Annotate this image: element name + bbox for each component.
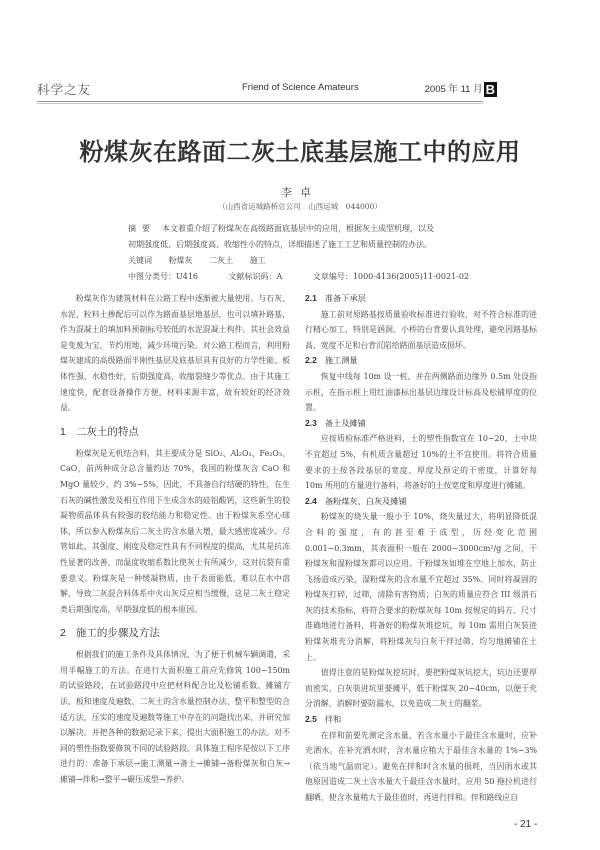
subsection-title: 备粉煤灰、白灰及摊铺 (324, 495, 407, 506)
journal-name-cn: 科学之友 (37, 82, 92, 97)
subsection-heading-2-5 (305, 712, 537, 728)
clc-number: 中图分类号：U416 (128, 272, 199, 281)
left-column (60, 291, 290, 788)
page-number: - 21 - (514, 819, 538, 830)
abstract-line-1 (128, 221, 493, 237)
keyword: 粉煤灰 (168, 256, 193, 265)
classification-line (128, 269, 493, 285)
issue-year: 2005 (424, 84, 446, 95)
keywords-label: 关键词 (128, 256, 152, 265)
subsection-title: 备土及摊铺 (324, 417, 366, 428)
issue-date (425, 81, 497, 97)
section-title: 施工的步骤及方法 (75, 627, 160, 640)
section-heading-1 (60, 424, 290, 440)
abstract-text-1: 本文着重介绍了粉煤灰在高级路面底基层中的应用，根据灰土成型机理，以及 (162, 224, 434, 233)
subsection-number: 2.4 (305, 495, 317, 506)
subsection-title: 准备下承层 (324, 293, 366, 303)
subsection-2-1-paragraph: 施工前对原路基按质量验收标准进行验收，对不符合标准的进行精心加工，特别是涵洞、小桥的台背要认真处理，避免因路基标高、宽度不足和台背沉陷给路面基层造成损坏。 (305, 309, 537, 350)
abstract-block (128, 221, 493, 285)
subsection-number: 2.3 (305, 417, 317, 428)
subsection-heading-2-3 (305, 416, 537, 432)
issue-year-unit: 年 (448, 84, 458, 95)
subsection-title: 拌和 (324, 714, 342, 725)
author-affiliation: （山西省运城路桥总公司 山西运城 044000） (218, 202, 382, 211)
keyword: 二灰土 (209, 256, 234, 265)
section-number: 2 (60, 627, 66, 640)
document-code: 文献标识码：A (228, 272, 283, 281)
subsection-heading-2-4 (305, 494, 537, 510)
header-divider (37, 101, 483, 104)
journal-name-en: Friend of Science Amateurs (242, 82, 359, 93)
issue-month: 11 (460, 84, 471, 95)
subsection-title: 施工测量 (324, 355, 358, 366)
article-number: 文章编号：1000-4136(2005)11-0021-02 (312, 272, 470, 281)
subsection-number: 2.2 (305, 355, 317, 366)
edition-badge: B (485, 82, 495, 97)
subsection-2-2-paragraph: 恢复中线每 10m 设一桩，并在两侧路面边缘外 0.5m 处设指示桩，在指示桩上用红油漆标出基层边缘设计标高及松铺厚度的位置。 (305, 371, 537, 413)
subsection-heading-2-2 (305, 353, 537, 369)
section-heading-2 (60, 625, 290, 641)
subsection-number: 2.5 (305, 714, 317, 725)
subsection-2-5-paragraph: 在拌和前要先测定含水量，若含水量小于最佳含水量时，应补充洒水。在补充洒水时，含水量应稍大于最佳含水量的 1%~3%（依当地气温而定）。避免在拌和时含水量的损耗，当因雨水或其他原因造成二灰土含水量大于最佳含水量时，应用 50 拖拉机进行翻晒，使含水量稍大于最佳值时，再进行拌和。拌和路线应自 (305, 730, 537, 802)
section-1-paragraph: 粉煤灰是无机结合料，其主要成分是 SiO₂、Al₂O₃、Fe₂O₃、CaO，前两种成分总含量约达 70%，我国的粉煤灰含 CaO 和 MgO 量较少，约 3%~5%，因此，不具备自行结硬的特性，在生石灰的碱性激发及相互作用下生成含水的硅铝酸钙，这些新生的胶凝物质晶体具有较强的胶结能力和稳定性。由于粉煤灰系空心球体，所以参入粉煤灰后二灰土的含水量大增，最大感密度减少。尽管如此，其强度、刚度及稳定性具有不同程度的提高，尤其是抗冻性显著的改善，而温度收缩系数比使灰土有所减少，这对抗裂有重要意义。粉煤灰是一种缓凝物质，由于表面能低，难以在水中溶解，导致二灰混合料体系中火山灰反应相当缓慢，这是二灰土稳定类后期强度高，早期强度低的根本原因。 (60, 448, 290, 614)
article-title: 粉煤灰在路面二灰土底基层施工中的应用 (79, 137, 521, 166)
subsection-2-3-paragraph: 应按质检标准严格进料，土的塑性指数宜在 10~20，土中块不宜超过 5%，有机质含量超过 10%的土不宜使用。将符合质量要求的土按各段基层的宽度、厚度及预定的干密度，计算好每 10m 所用的方量进行备料，将备好的土按宽度和厚度进行摊铺。 (305, 434, 537, 491)
issue-month-unit: 月 (473, 84, 483, 95)
keyword: 施工 (249, 256, 266, 265)
subsection-2-4-paragraph-2: 值得注意的是粉煤灰挖坑时，要把粉煤灰坑挖大，坑边还要厚而密实，白灰装进坑里要摊平，低于粉煤灰 20~40cm，以便于充分消解，消解时要防漏水，以免造成二灰土的翻浆。 (305, 668, 537, 709)
right-column (305, 291, 537, 806)
section-number: 1 (60, 425, 66, 438)
intro-paragraph: 粉煤灰作为建筑材料在公路工程中逐渐被大量使用。与石灰、水泥、粒料土掺配后可以作为路面基层地基层，也可以填补路基，作为混凝土的填加料预制标号较低的水泥混凝土构件。其社会效益是变废为宝，节约用地，减少环境污染。对公路工程而言，利用粉煤灰建成的高级路面半刚性基层及底基层具有良好的力学性能、板体性强、水稳性好，后期强度高，收缩裂缝少等优点。由于其施工速度快，配套设备操作方便，材料来源丰富，故有较好的经济效益。 (60, 294, 290, 413)
section-2-paragraph: 根据我们的施工条件及具体情况，为了便于机械车辆调遣，采用半幅施工的方法。在进行大面积施工前应先修筑 100~150m 的试验路段，在试验路段中应把材料配合比及松铺系数、摊铺方法、板和速度及遍数、二灰土的含水量控制办法、整平和整型的合适方法，压实的速度及遍数等施工中存在的问题找出来，并研究加以解决。并把各种的数据记录下来，提出大面积施工的办法。对不同的塑性指数要修筑不同的试验路段。具体施工程序是按以下工序进行的：准备下承层→施工测量→备土→摊铺→备粉煤灰和白灰→摊铺→拌和→整平→碾压成型→养护。 (60, 650, 290, 785)
subsection-heading-2-1 (305, 291, 537, 307)
subsection-number: 2.1 (305, 293, 317, 303)
author-name: 李卓 (281, 186, 319, 199)
abstract-label: 摘要 (128, 224, 156, 233)
section-title: 二灰土的特点 (75, 425, 139, 438)
abstract-line-2: 初期强度低、后期强度高、收缩性小的特点，详细描述了施工工艺和质量控制的办法。 (128, 240, 432, 249)
subsection-2-4-paragraph-1: 粉煤灰的烧失量一般小于 10%，烧失量过大，将明显降低混合料的强度，有的甚至难于成型，历经变化范围 0.001~0.3mm，其表面积一般在 2000~3000cm²/g 之间，干粉煤灰和湿粉煤灰都可以应用。干粉煤灰如堆在空地上加水，防止飞扬造成污染，湿粉煤灰的含水量不宜超过 35%。同时将凝固的粉煤灰打碎，过筛，清除有害物质；白灰的质量应符合 III 级消石灰的技术指标，将符合要求的粉煤灰每 10m 按规定的码方、尺寸准确地进行备料，将备好的粉煤灰堆挖坑，每 10m 需用白灰装进粉煤灰堆充分消解，将粉煤灰与白灰干拌过筛，均匀地摊铺在土上。 (305, 512, 537, 662)
keywords-line (128, 253, 493, 269)
running-header (37, 78, 495, 102)
